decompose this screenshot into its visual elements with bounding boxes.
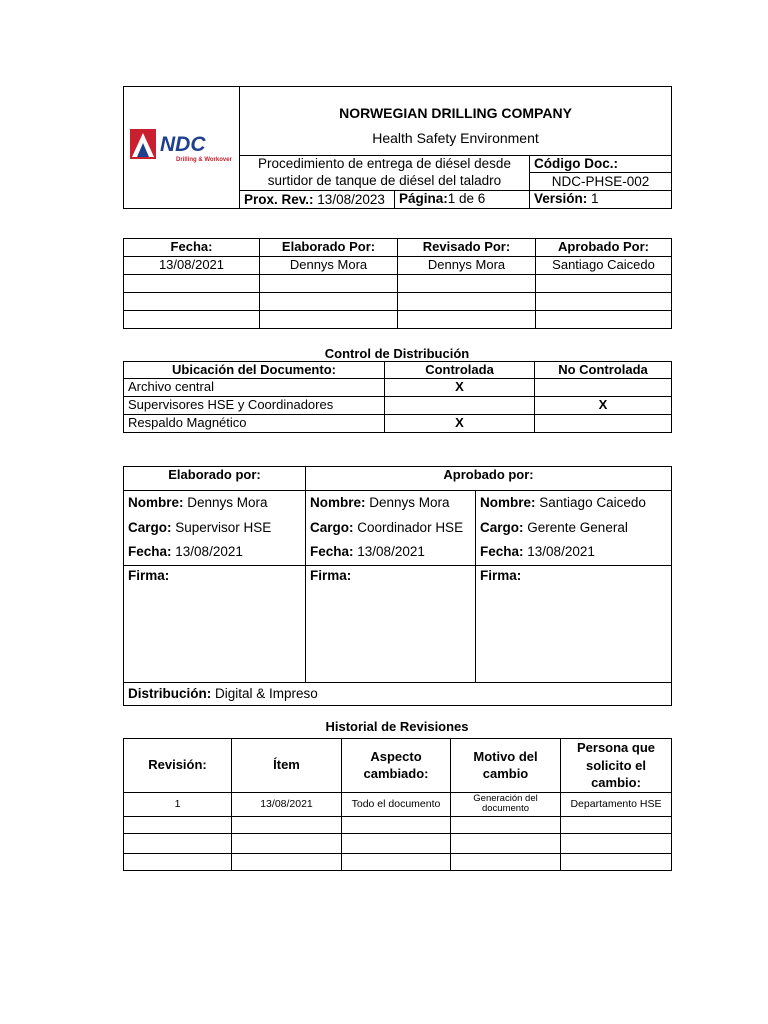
prox-rev-label: Prox. Rev.: <box>244 191 314 207</box>
revision-header-item: Ítem <box>232 739 342 793</box>
revision-cell <box>561 853 672 870</box>
page-label: Página: <box>399 191 448 207</box>
approvals-header-revisado: Revisado Por: <box>398 239 536 257</box>
revision-cell <box>342 816 451 833</box>
table-row <box>124 311 672 329</box>
signer-fecha: Fecha: 13/08/2021 <box>128 544 243 559</box>
revision-header-aspect: Aspecto cambiado: <box>342 739 451 793</box>
distribution-method-label: Distribución: <box>128 685 212 701</box>
signer-cargo: Cargo: Gerente General <box>480 519 628 535</box>
signer-aprobado-2 <box>476 491 672 566</box>
department-name: Health Safety Environment <box>240 122 672 156</box>
distribution-mark <box>535 379 672 397</box>
approvals-cell: Santiago Caicedo <box>536 257 672 275</box>
signer-fecha: Fecha: 13/08/2021 <box>480 544 595 559</box>
approvals-header-elaborado: Elaborado Por: <box>260 239 398 257</box>
distribution-header-location: Ubicación del Documento: <box>124 362 385 379</box>
version-label: Versión: <box>534 191 588 207</box>
signatures-table <box>123 466 672 706</box>
approvals-header-aprobado: Aprobado Por: <box>536 239 672 257</box>
approvals-cell <box>260 275 398 293</box>
approvals-cell <box>124 311 260 329</box>
signature-field: Firma: <box>124 565 306 682</box>
prox-rev <box>240 191 395 208</box>
ndc-logo-icon <box>128 125 238 165</box>
approvals-table <box>123 238 672 329</box>
revision-cell <box>124 816 232 833</box>
revision-cell <box>451 833 561 853</box>
logo-tagline: Drilling & Workover <box>176 157 232 164</box>
revision-cell: 1 <box>124 792 232 816</box>
signer-cargo: Cargo: Supervisor HSE <box>128 519 272 535</box>
signer-cargo: Cargo: Coordinador HSE <box>310 519 464 535</box>
approvals-cell <box>398 311 536 329</box>
table-row <box>124 833 672 853</box>
prox-rev-value: 13/08/2023 <box>317 191 385 207</box>
approvals-cell <box>260 293 398 311</box>
distribution-mark <box>535 415 672 433</box>
approvals-cell <box>398 293 536 311</box>
revision-header-revision: Revisión: <box>124 739 232 793</box>
elaborado-header: Elaborado por: <box>124 467 306 491</box>
approvals-cell <box>536 293 672 311</box>
revision-cell <box>342 833 451 853</box>
signer-elaborado <box>124 491 306 566</box>
distribution-mark <box>385 397 535 415</box>
page-value: 1 de 6 <box>447 191 486 207</box>
revision-history-title: Historial de Revisiones <box>325 719 469 734</box>
approvals-cell <box>124 293 260 311</box>
table-row <box>124 853 672 870</box>
distribution-method <box>124 682 672 705</box>
distribution-method-value: Digital & Impreso <box>215 685 318 701</box>
revision-cell <box>232 816 342 833</box>
code-label: Código Doc.: <box>530 156 672 173</box>
procedure-title: Procedimiento de entrega de diésel desde surtidor de tanque de diésel del taladro <box>240 156 530 191</box>
revision-cell: Generación del documento <box>451 792 561 816</box>
revision-cell <box>124 853 232 870</box>
revision-history-table <box>123 738 672 871</box>
distribution-header-controlled: Controlada <box>385 362 535 379</box>
company-name: NORWEGIAN DRILLING COMPANY <box>240 87 672 122</box>
revision-header-requester: Persona que solicito el cambio: <box>561 739 672 793</box>
version <box>530 190 672 208</box>
signer-nombre: Nombre: Dennys Mora <box>310 495 450 510</box>
signature-field: Firma: <box>306 565 476 682</box>
signer-fecha: Fecha: 13/08/2021 <box>310 544 425 559</box>
document-header <box>123 86 672 209</box>
distribution-mark: X <box>385 379 535 397</box>
signature-field: Firma: <box>476 565 672 682</box>
revision-cell: 13/08/2021 <box>232 792 342 816</box>
revision-cell <box>232 853 342 870</box>
revision-page-cell <box>240 190 530 208</box>
approvals-cell <box>124 275 260 293</box>
approvals-cell <box>536 311 672 329</box>
company-logo <box>124 87 240 209</box>
revision-cell <box>561 816 672 833</box>
logo-text: NDC <box>160 133 206 157</box>
revision-cell <box>561 833 672 853</box>
revision-cell: Todo el documento <box>342 792 451 816</box>
distribution-title: Control de Distribución <box>324 346 470 361</box>
revision-cell <box>451 816 561 833</box>
distribution-mark: X <box>385 415 535 433</box>
revision-cell <box>124 833 232 853</box>
table-row <box>124 257 672 275</box>
code-value: NDC-PHSE-002 <box>530 173 672 190</box>
signer-nombre: Nombre: Dennys Mora <box>128 495 268 510</box>
table-row <box>124 816 672 833</box>
approvals-cell <box>536 275 672 293</box>
distribution-header-uncontrolled: No Controlada <box>535 362 672 379</box>
approvals-cell <box>398 275 536 293</box>
table-row <box>124 397 672 415</box>
approvals-cell <box>260 311 398 329</box>
table-row <box>124 792 672 816</box>
distribution-table <box>123 361 672 433</box>
table-row <box>124 379 672 397</box>
distribution-location: Supervisores HSE y Coordinadores <box>124 397 385 415</box>
revision-cell <box>451 853 561 870</box>
approvals-header-fecha: Fecha: <box>124 239 260 257</box>
approvals-cell: 13/08/2021 <box>124 257 260 275</box>
revision-header-reason: Motivo del cambio <box>451 739 561 793</box>
distribution-mark: X <box>535 397 672 415</box>
signer-nombre: Nombre: Santiago Caicedo <box>480 495 646 510</box>
distribution-location: Respaldo Magnético <box>124 415 385 433</box>
aprobado-header: Aprobado por: <box>306 467 672 491</box>
table-row <box>124 275 672 293</box>
distribution-location: Archivo central <box>124 379 385 397</box>
version-value: 1 <box>591 191 599 207</box>
table-row <box>124 415 672 433</box>
table-row <box>124 293 672 311</box>
revision-cell: Departamento HSE <box>561 792 672 816</box>
revision-cell <box>232 833 342 853</box>
page-number <box>395 191 485 207</box>
signer-aprobado-1 <box>306 491 476 566</box>
revision-cell <box>342 853 451 870</box>
approvals-cell: Dennys Mora <box>260 257 398 275</box>
approvals-cell: Dennys Mora <box>398 257 536 275</box>
